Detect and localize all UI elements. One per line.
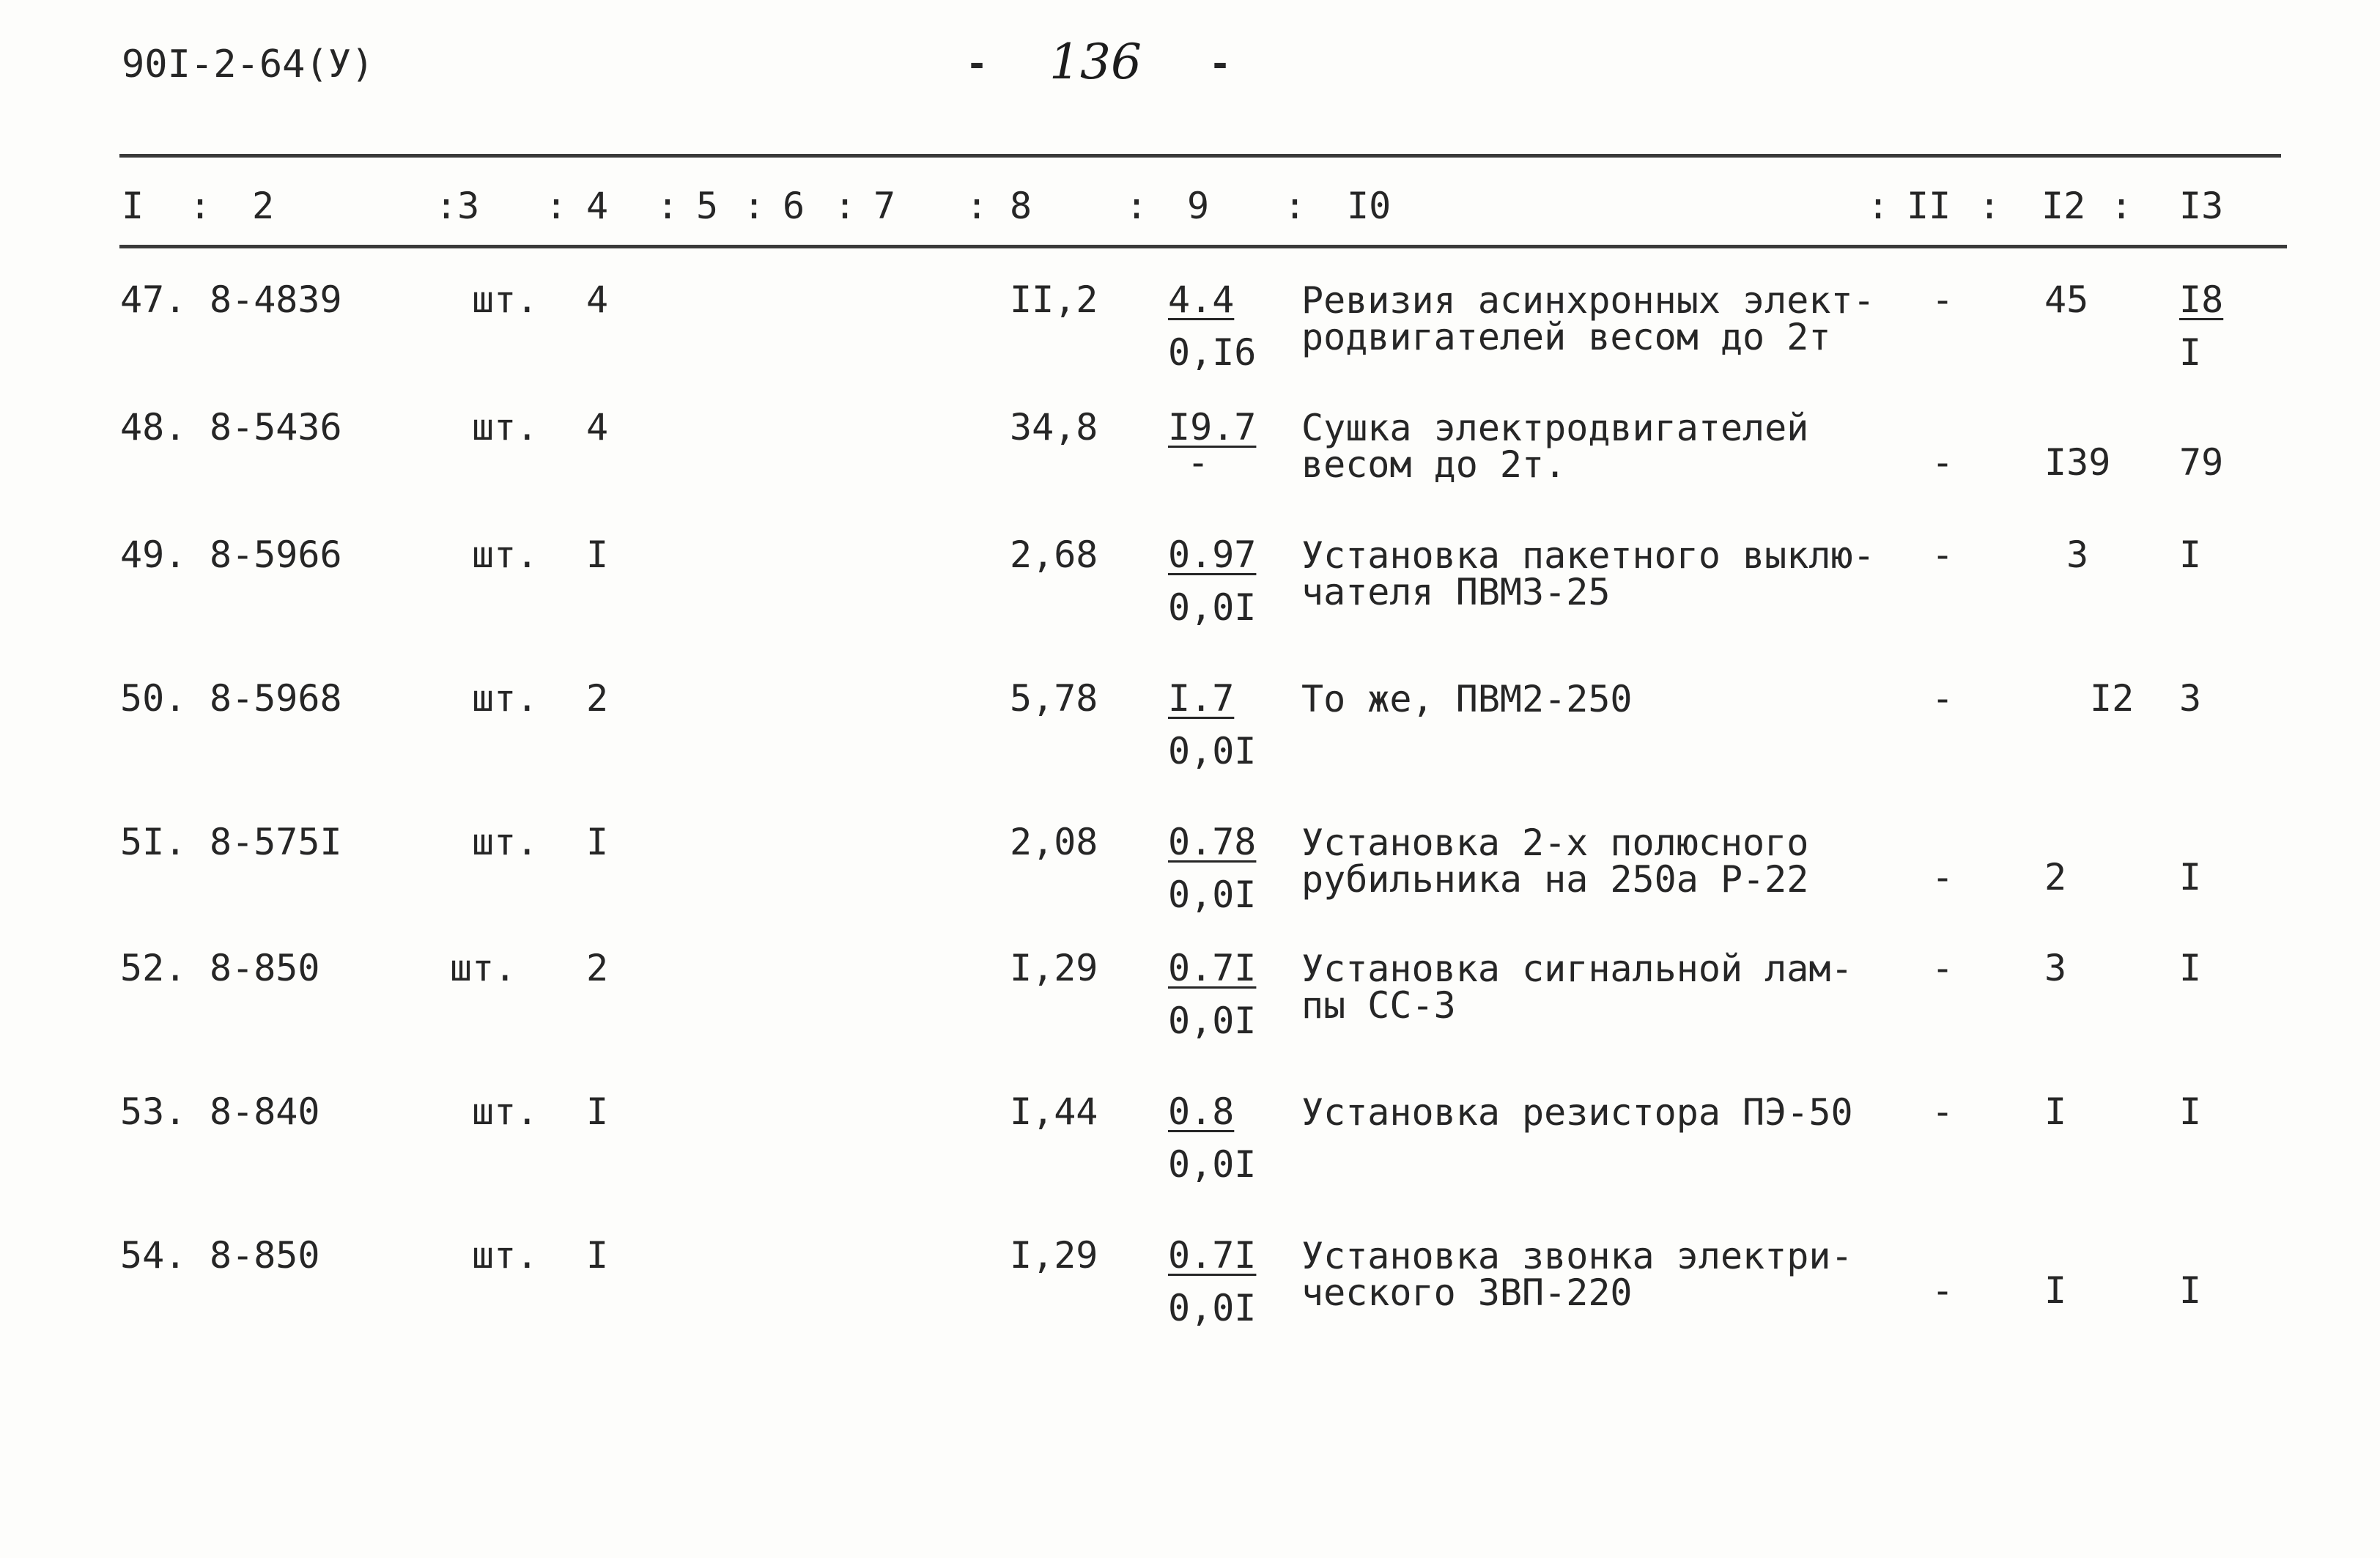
row-qty: 4: [586, 278, 609, 321]
row-col13-top: I: [2179, 856, 2202, 898]
row-qty: 2: [586, 677, 609, 720]
row-unit: шт.: [472, 1090, 539, 1133]
row-col9-top: 0.78: [1168, 821, 1257, 863]
col-header-12: I2: [2041, 185, 2086, 227]
col-header-5: 5: [696, 185, 719, 227]
row-col12: I: [2044, 1090, 2067, 1133]
row-unit: шт.: [472, 278, 539, 321]
row-number: 49.: [120, 534, 187, 576]
row-unit: шт.: [472, 677, 539, 720]
row-col9-top: 0.97: [1168, 534, 1257, 576]
col-header-4: 4: [586, 185, 609, 227]
row-col11: -: [1932, 947, 1954, 989]
col-header-6: 6: [783, 185, 805, 227]
row-code: 8-5968: [210, 677, 342, 720]
row-code: 8-4839: [210, 278, 342, 321]
page-number: 136: [1049, 34, 1142, 90]
row-col13-top: I: [2179, 1090, 2202, 1133]
row-col9-bottom: 0,I6: [1168, 331, 1257, 374]
row-qty: I: [586, 1090, 609, 1133]
row-unit: шт.: [450, 947, 517, 989]
row-unit: шт.: [472, 534, 539, 576]
col-separator: :: [1284, 185, 1307, 227]
row-number: 47.: [120, 278, 187, 321]
row-description-line1: Ревизия асинхронных элект-: [1301, 279, 1875, 322]
col-header-3: :3: [435, 185, 480, 227]
row-col9-bottom: 0,0I: [1168, 1287, 1257, 1329]
row-col13-bottom: I: [2179, 331, 2202, 374]
col-separator: :: [966, 185, 988, 227]
table-top-rule: [119, 154, 2281, 158]
row-col11: -: [1932, 441, 1954, 484]
row-col11: -: [1932, 278, 1954, 321]
row-col9-bottom: 0,0I: [1168, 730, 1257, 772]
row-col8: I,44: [1010, 1090, 1098, 1133]
row-qty: I: [586, 1234, 609, 1277]
col-separator: :: [189, 185, 212, 227]
row-qty: 2: [586, 947, 609, 989]
row-col9-bottom: 0,0I: [1168, 1000, 1257, 1042]
col-separator: :: [1867, 185, 1890, 227]
col-separator: :: [2110, 185, 2133, 227]
row-description-line2: рубильника на 250а Р-22: [1301, 858, 1809, 901]
row-description-line1: Установка резистора ПЭ-50: [1301, 1091, 1853, 1134]
col-header-11: II: [1907, 185, 1951, 227]
row-col12: 45: [2044, 278, 2089, 321]
row-code: 8-575I: [210, 821, 342, 863]
row-code: 8-5966: [210, 534, 342, 576]
row-description-line1: Установка звонка электри-: [1301, 1235, 1853, 1277]
col-separator: :: [657, 185, 679, 227]
row-col8: 2,08: [1010, 821, 1098, 863]
row-col8: I,29: [1010, 1234, 1098, 1277]
row-col12: 3: [2066, 534, 2089, 576]
row-number: 5I.: [120, 821, 187, 863]
row-col9-top: 0.7I: [1168, 1234, 1257, 1277]
row-description-line1: То же, ПВМ2-250: [1301, 678, 1633, 720]
row-number: 53.: [120, 1090, 187, 1133]
row-description-line1: Установка пакетного выклю-: [1301, 534, 1875, 577]
row-qty: I: [586, 821, 609, 863]
row-col13-top: I: [2179, 947, 2202, 989]
row-col9-bottom: -: [1187, 441, 1210, 484]
row-col11: -: [1932, 856, 1954, 898]
page-number-dash-right: -: [1209, 43, 1232, 85]
row-unit: шт.: [472, 821, 539, 863]
row-col11: -: [1932, 1269, 1954, 1312]
row-number: 50.: [120, 677, 187, 720]
row-col9-bottom: 0,0I: [1168, 586, 1257, 629]
row-description-line1: Установка сигнальной лам-: [1301, 948, 1853, 990]
col-separator: :: [743, 185, 766, 227]
row-col8: I,29: [1010, 947, 1098, 989]
row-description-line1: Установка 2-х полюсного: [1301, 822, 1809, 864]
col-header-9: 9: [1187, 185, 1210, 227]
table-header-rule: [119, 245, 2287, 248]
row-col11: -: [1932, 1090, 1954, 1133]
row-col8: II,2: [1010, 278, 1098, 321]
row-col13-top: I: [2179, 534, 2202, 576]
row-number: 48.: [120, 406, 187, 448]
col-header-2: 2: [252, 185, 275, 227]
row-description-line2: чателя ПВМ3-25: [1301, 571, 1611, 613]
row-col9-top: 0.8: [1168, 1090, 1235, 1133]
col-separator: :: [545, 185, 568, 227]
row-description-line2: пы СС-3: [1301, 984, 1456, 1027]
row-col13-top: I: [2179, 1269, 2202, 1312]
row-description-line2: ческого ЗВП-220: [1301, 1271, 1633, 1314]
row-col9-top: 0.7I: [1168, 947, 1257, 989]
row-qty: 4: [586, 406, 609, 448]
row-code: 8-5436: [210, 406, 342, 448]
col-header-13: I3: [2179, 185, 2224, 227]
row-col13-top: 79: [2179, 441, 2224, 484]
col-header-7: 7: [873, 185, 896, 227]
row-description-line2: весом до 2т.: [1301, 443, 1567, 486]
row-col12: I2: [2090, 677, 2135, 720]
row-col9-top: I.7: [1168, 677, 1235, 720]
row-code: 8-850: [210, 1234, 320, 1277]
row-description-line2: родвигателей весом до 2т: [1301, 316, 1831, 358]
col-separator: :: [834, 185, 857, 227]
row-col9-bottom: 0,0I: [1168, 1143, 1257, 1186]
row-unit: шт.: [472, 1234, 539, 1277]
row-col11: -: [1932, 534, 1954, 576]
row-col13-top: I8: [2179, 278, 2224, 321]
row-code: 8-850: [210, 947, 320, 989]
row-description-line1: Сушка электродвигателей: [1301, 407, 1809, 449]
row-col9-bottom: 0,0I: [1168, 874, 1257, 916]
row-qty: I: [586, 534, 609, 576]
row-col12: I: [2044, 1269, 2067, 1312]
row-col8: 5,78: [1010, 677, 1098, 720]
row-col11: -: [1932, 677, 1954, 720]
row-unit: шт.: [472, 406, 539, 448]
page-number-dash-left: -: [966, 43, 988, 85]
row-col12: 2: [2044, 856, 2067, 898]
col-header-1: I: [122, 185, 144, 227]
col-header-10: I0: [1347, 185, 1392, 227]
row-number: 52.: [120, 947, 187, 989]
row-col8: 2,68: [1010, 534, 1098, 576]
col-header-8: 8: [1010, 185, 1032, 227]
col-separator: :: [1126, 185, 1148, 227]
row-col13-top: 3: [2179, 677, 2202, 720]
col-separator: :: [1978, 185, 2001, 227]
document-code: 90I-2-64(У): [122, 43, 374, 86]
row-number: 54.: [120, 1234, 187, 1277]
row-col12: 3: [2044, 947, 2067, 989]
row-col9-top: 4.4: [1168, 278, 1235, 321]
row-col9-top: I9.7: [1168, 406, 1257, 448]
row-code: 8-840: [210, 1090, 320, 1133]
row-col12: I39: [2044, 441, 2111, 484]
row-col8: 34,8: [1010, 406, 1098, 448]
